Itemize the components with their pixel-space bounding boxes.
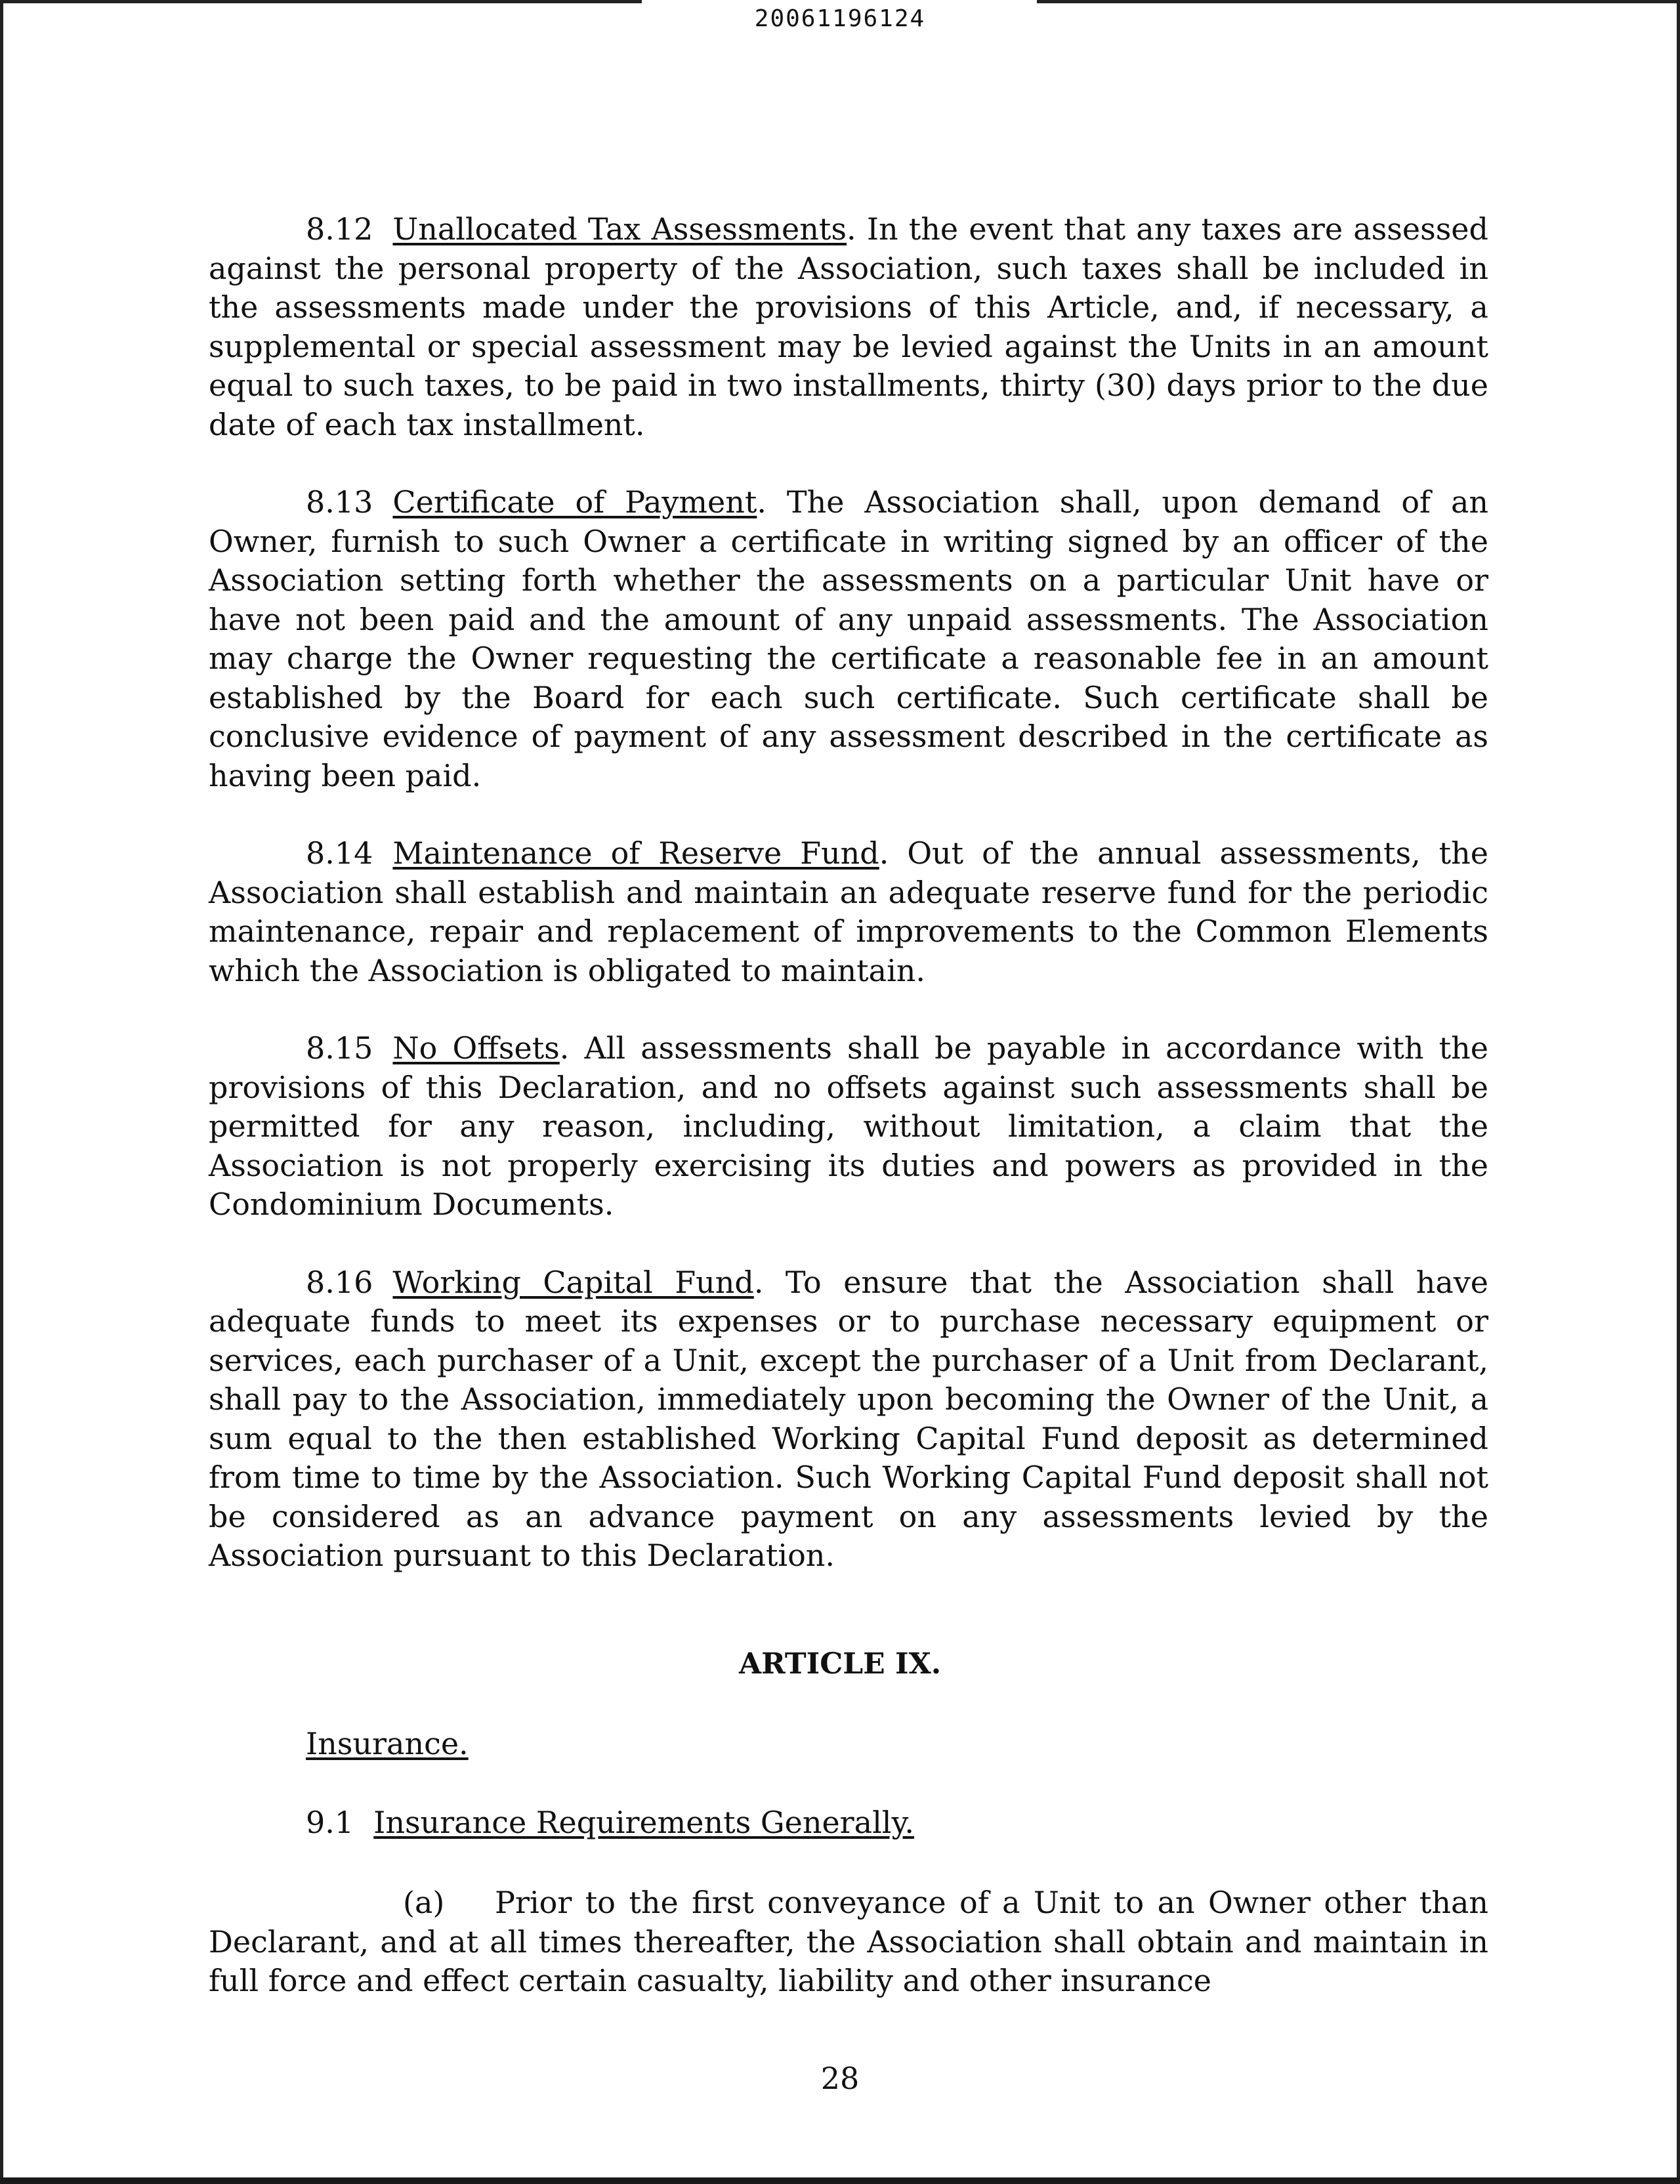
- top-border: [0, 0, 642, 3]
- top-border: [1037, 0, 1680, 3]
- section-number: 8.13: [306, 484, 373, 520]
- bottom-border: [0, 2177, 1680, 2184]
- section-title: Insurance Requirements Generally.: [373, 1805, 915, 1840]
- section-8-14: [209, 834, 1488, 990]
- left-border: [0, 0, 3, 2184]
- section-text: . All assessments shall be payable in accordance with the provisions of this Declaration, and no offsets against such assessments shall be permitted for any reason, including, without limitation, a claim that the Association is not properly exercising its duties and powers as provided in the Condominium Documents.: [209, 1030, 1488, 1222]
- subsection-text: Prior to the first conveyance of a Unit to an Owner other than Declarant, and at all times thereafter, the Association shall obtain and maintain in full force and effect certain casualty, liability and other insurance: [209, 1885, 1488, 1998]
- section-text: . To ensure that the Association shall have adequate funds to meet its expenses or to purchase necessary equipment or services, each purchaser of a Unit, except the purchaser of a Unit from Declarant, shall pay to the Association, immediately upon becoming the Owner of the Unit, a sum equal to the then established Working Capital Fund deposit as determined from time to time by the Association. Such Working Capital Fund deposit shall not be considered as an advance payment on any assessments levied by the Association pursuant to this Declaration.: [209, 1264, 1488, 1573]
- document-id: 20061196124: [754, 5, 926, 32]
- page-number: 28: [820, 2061, 860, 2096]
- section-8-13: [209, 483, 1488, 795]
- section-text: . Out of the annual assessments, the Association shall establish and maintain an adequate reserve fund for the periodic maintenance, repair and replacement of improvements to the Common Elements which the Association is obligated to maintain.: [209, 835, 1488, 988]
- subsection-label: (a): [403, 1885, 445, 1920]
- section-text: . In the event that any taxes are assessed against the personal property of the Association, such taxes shall be included in the assessments made under the provisions of this Article, and, if necessary, a supplemental or special assessment may be levied against the Units in an amount equal to such taxes, to be paid in two installments, thirty (30) days prior to the due date of each tax installment.: [209, 211, 1488, 442]
- section-number: 8.16: [306, 1264, 373, 1300]
- section-number: 8.14: [306, 835, 373, 871]
- section-8-12: [209, 210, 1488, 444]
- section-number: 9.1: [306, 1805, 354, 1840]
- section-title: Unallocated Tax Assessments: [392, 211, 847, 247]
- section-8-16: [209, 1263, 1488, 1576]
- section-title: Maintenance of Reserve Fund: [392, 835, 879, 871]
- section-title: Working Capital Fund: [392, 1264, 754, 1300]
- section-8-15: [209, 1029, 1488, 1225]
- subsection-a: [209, 1883, 1488, 2001]
- page-body: [209, 210, 1488, 1576]
- section-9-1: [306, 1805, 914, 1840]
- section-text: . The Association shall, upon demand of an Owner, furnish to such Owner a certificate in writing signed by an officer of the Association setting forth whether the assessments on a particular Unit have or have not been paid and the amount of any unpaid assessments. The Association may charge the Owner requesting the certificate a reasonable fee in an amount established by the Board for each such certificate. Such certificate shall be conclusive evidence of payment of any assessment described in the certificate as having been paid.: [209, 484, 1488, 793]
- article-subheading: Insurance.: [306, 1726, 469, 1761]
- article-heading: ARTICLE IX.: [738, 1647, 942, 1681]
- section-title: Certificate of Payment: [392, 484, 757, 520]
- section-title: No Offsets: [392, 1030, 560, 1066]
- section-number: 8.15: [306, 1030, 373, 1066]
- right-border: [1677, 0, 1680, 2184]
- section-number: 8.12: [306, 211, 373, 247]
